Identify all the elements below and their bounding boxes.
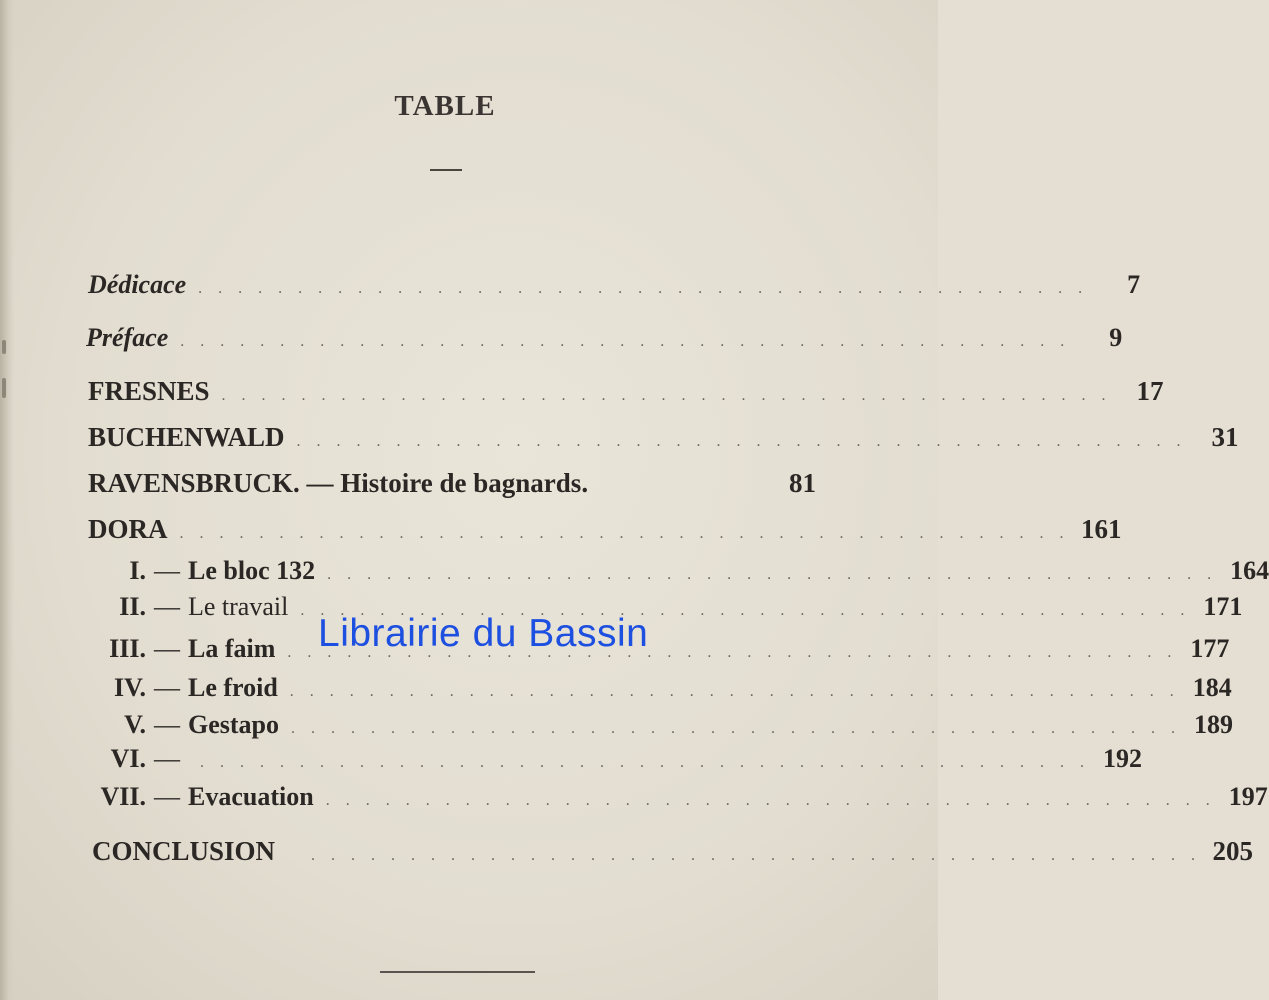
toc-label-group: [90, 634, 275, 664]
toc-subentry-6: [90, 744, 1142, 774]
toc-subentry-7: [90, 782, 1268, 812]
toc-page-number: 171: [1203, 592, 1243, 621]
toc-page-number: 161: [1081, 514, 1122, 544]
toc-leader: . . . . . . . . . . . . . . . . . . . . . . . . . . . . . . . . . . . . . . . . . . . . .: [221, 387, 1112, 404]
toc-leader: . . . . . . . . . . . . . . . . . . . . . . . . . . . . . . . . . . . . . . . . . . . . .: [180, 333, 1071, 350]
chapter-separator: —: [154, 556, 180, 585]
chapter-number: III.: [109, 634, 146, 663]
edge-mark: [2, 378, 6, 398]
chapter-separator: —: [154, 592, 180, 621]
toc-label: Le bloc 132: [188, 556, 316, 585]
toc-entry-dora: [88, 514, 1122, 545]
toc-label: La faim: [188, 634, 276, 663]
toc-label: Gestapo: [188, 710, 279, 739]
chapter-separator: —: [154, 673, 180, 702]
toc-leader: . . . . . . . . . . . . . . . . . . . . . . . . . . . . . . . . . . . . . . . . . . . . .: [296, 433, 1187, 450]
toc-entry-ravensbruck: [88, 468, 816, 499]
toc-entry-buchenwald: [88, 422, 1239, 453]
toc-page-number: 164: [1230, 556, 1269, 585]
chapter-number: II.: [119, 592, 146, 621]
chapter-number: V.: [124, 710, 146, 739]
toc-subentry-4: [90, 673, 1232, 703]
page-title: TABLE: [394, 90, 496, 122]
toc-leader: . . . . . . . . . . . . . . . . . . . . . . . . . . . . . . . . . . . . . . . . . . . . .: [198, 280, 1089, 297]
toc-label: FRESNES: [88, 376, 210, 406]
toc-leader: . . . . . . . . . . . . . . . . . . . . . . . . . . . . . . . . . . . . . . . . . . . . .: [289, 683, 1180, 700]
toc-label: CONCLUSION: [92, 836, 276, 866]
page-gutter-shadow: [0, 0, 14, 1000]
toc-label: Le travail: [188, 592, 289, 621]
toc-leader: . . . . . . . . . . . . . . . . . . . . . . . . . . . . . . . . . . . . . . . . . . . . .: [287, 644, 1178, 661]
title-rule: [430, 169, 462, 171]
toc-page-number: 177: [1190, 634, 1230, 663]
toc-label: Dédicace: [88, 270, 187, 299]
toc-entry-preface: [86, 323, 1123, 353]
watermark: Librairie du Bassin: [318, 612, 649, 655]
toc-entry-dedicace: [88, 270, 1141, 300]
toc-leader: . . . . . . . . . . . . . . . . . . . . . . . . . . . . . . . . . . . . . . . . . . . . .: [200, 754, 1090, 771]
toc-label-group: [90, 556, 315, 586]
chapter-number: I.: [129, 556, 146, 585]
toc-label-group: [90, 592, 288, 622]
toc-label-group: [90, 744, 188, 774]
toc-page-number: 7: [1127, 270, 1141, 299]
toc-entry-conclusion: [92, 836, 1254, 867]
chapter-separator: —: [154, 744, 180, 773]
toc-label: BUCHENWALD: [88, 422, 285, 452]
bottom-rule: [380, 971, 535, 973]
toc-label-group: [90, 782, 314, 812]
toc-page-number: 197: [1228, 782, 1268, 811]
toc-leader: . . . . . . . . . . . . . . . . . . . . . . . . . . . . . . . . . . . . . . . . . . . . .: [325, 792, 1216, 809]
chapter-number: IV.: [113, 673, 146, 702]
toc-leader: . . . . . . . . . . . . . . . . . . . . . . . . . . . . . . . . . . . . . . . . . . . . .: [291, 720, 1181, 737]
toc-page-number: 17: [1136, 376, 1164, 406]
toc-page-number: 31: [1211, 422, 1239, 452]
toc-page-number: 192: [1103, 744, 1142, 773]
toc-subentry-1: [90, 556, 1269, 586]
edge-mark: [2, 340, 6, 354]
chapter-number: VI.: [110, 744, 146, 773]
toc-label: RAVENSBRUCK. — Histoire de bagnards.: [88, 468, 589, 498]
toc-page-number: 184: [1192, 673, 1232, 702]
toc-label-group: [90, 673, 278, 703]
chapter-number: VII.: [100, 782, 146, 811]
toc-page-number: 9: [1109, 323, 1123, 352]
toc-leader: . . . . . . . . . . . . . . . . . . . . . . . . . . . . . . . . . . . . . . . . . . . . .: [311, 847, 1202, 864]
toc-leader: . . . . . . . . . . . . . . . . . . . . . . . . . . . . . . . . . . . . . . . . . . . . .: [179, 525, 1070, 542]
chapter-separator: —: [154, 634, 180, 663]
toc-page-number: 81: [789, 468, 816, 498]
toc-label-group: [90, 710, 279, 740]
toc-label: Le froid: [188, 673, 278, 702]
toc-page-number: 205: [1212, 836, 1254, 866]
chapter-separator: —: [154, 782, 180, 811]
toc-leader: . . . . . . . . . . . . . . . . . . . . . . . . . . . . . . . . . . . . . . . . . . . . .: [300, 602, 1191, 619]
chapter-separator: —: [154, 710, 180, 739]
toc-entry-fresnes: [88, 376, 1164, 407]
toc-page-number: 189: [1194, 710, 1233, 739]
toc-label: Evacuation: [188, 782, 314, 811]
toc-subentry-5: [90, 710, 1233, 740]
toc-label: Préface: [86, 323, 169, 352]
toc-label: DORA: [88, 514, 168, 544]
toc-leader: . . . . . . . . . . . . . . . . . . . . . . . . . . . . . . . . . . . . . . . . . . . . .: [327, 566, 1218, 583]
